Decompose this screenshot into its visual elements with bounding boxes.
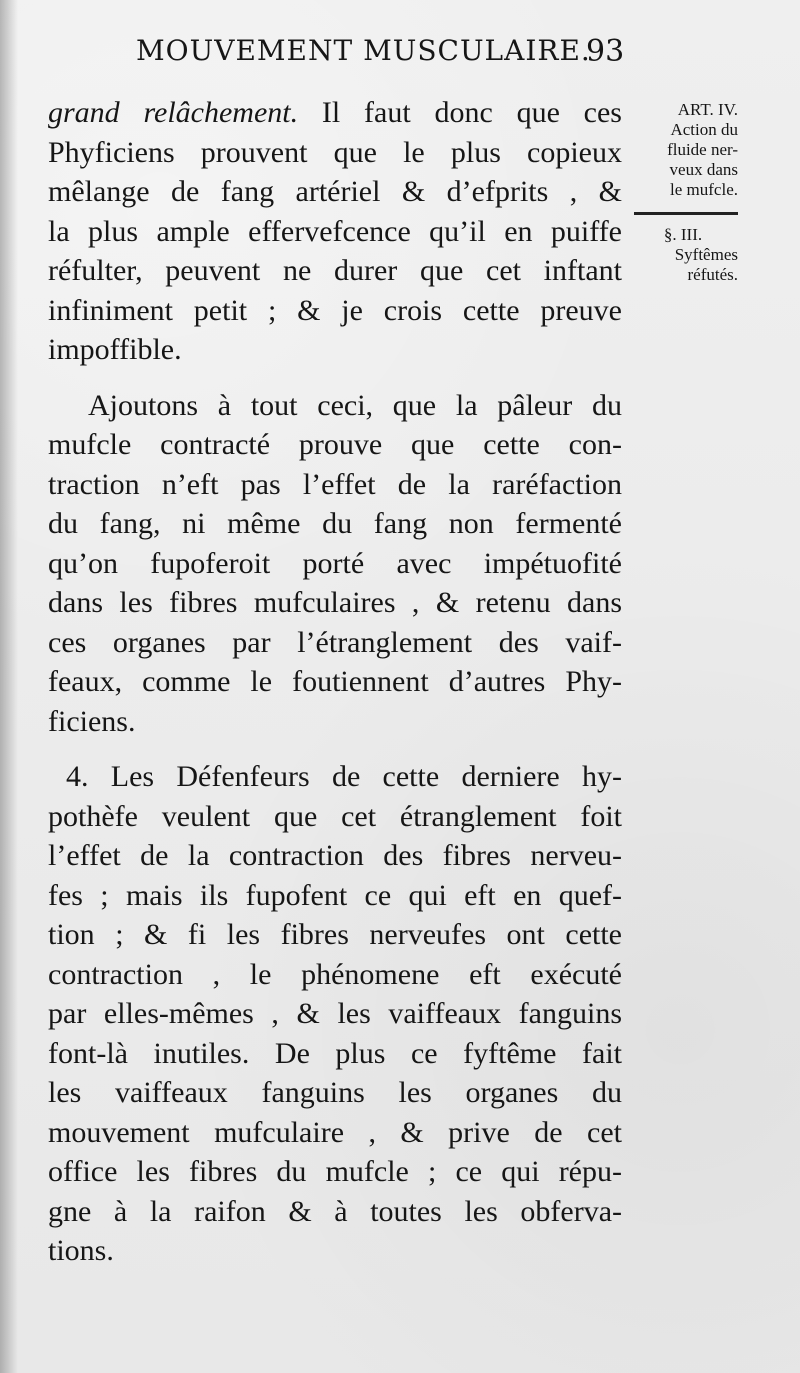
margin-section-line: Syftêmes	[674, 245, 738, 264]
text-line: tion ; & fi les fibres nerveufes ont cette	[48, 918, 622, 951]
text-line: contraction , le phénomene eft exécuté	[48, 957, 622, 991]
text-line: ces organes par l’étranglement des vaif-	[48, 625, 622, 659]
paragraph-2	[48, 386, 622, 742]
text-line: tions.	[48, 1234, 114, 1267]
text-line: office les fibres du mufcle ; ce qui répu-	[48, 1155, 622, 1188]
margin-topic-line: Action du	[670, 120, 738, 139]
text-line: mouvement mufculaire , & prive de cet	[48, 1115, 622, 1149]
text-line: l’effet de la contraction des fibres nerveu-	[48, 839, 622, 872]
text-line: 4. Les Défenfeurs de cette derniere hy-	[66, 760, 622, 793]
main-text-block	[48, 93, 622, 1271]
margin-topic-line: fluide ner-	[667, 140, 738, 159]
paragraph-1	[48, 93, 622, 370]
text-line: du fang, ni même du fang non fermenté	[48, 507, 622, 540]
text-line: grand relâchement. Il faut donc que ces	[48, 96, 622, 129]
text-line: qu’on fupoferoit porté avec impétuofité	[48, 546, 622, 580]
margin-section: §. III.	[663, 225, 703, 244]
margin-article: ART. IV.	[677, 100, 738, 119]
text-line: réfulter, peuvent ne durer que cet inftant	[48, 254, 622, 287]
paragraph-3	[48, 757, 622, 1271]
italic-phrase: grand relâchement.	[48, 96, 299, 129]
running-header-title: MOUVEMENT MUSCULAIRE.	[136, 34, 591, 67]
marginal-notes	[628, 100, 738, 285]
text-line: dans les fibres mufculaires , & retenu dans	[48, 586, 622, 619]
text-line: Phyficiens prouvent que le plus copieux	[48, 135, 622, 169]
margin-topic-line: veux dans	[669, 160, 738, 179]
text-line: infiniment petit ; & je crois cette preuve	[48, 293, 622, 327]
text-line: mêlange de fang artériel & d’efprits , &	[48, 175, 622, 208]
text-line: les vaiffeaux fanguins les organes du	[48, 1076, 622, 1109]
text-line: font-là inutiles. De plus ce fyftême fait	[48, 1036, 622, 1070]
page-edge-shadow	[0, 0, 18, 1373]
text-line: traction n’eft pas l’effet de la raréfaction	[48, 467, 622, 501]
text-line: par elles-mêmes , & les vaiffeaux fanguins	[48, 997, 622, 1030]
margin-topic-line: le mufcle.	[670, 180, 738, 199]
page-number: 93	[586, 34, 625, 69]
text-line: feaux, comme le foutiennent d’autres Phy-	[48, 665, 622, 698]
text-line: la plus ample effervefcence qu’il en puiffe	[48, 214, 622, 248]
paragraph-gap	[48, 370, 622, 386]
text-line: fes ; mais ils fupofent ce qui eft en quef-	[48, 878, 622, 912]
text-line: ficiens.	[48, 704, 136, 738]
text-line: gne à la raifon & à toutes les obferva-	[48, 1194, 622, 1228]
paragraph-gap	[48, 741, 622, 757]
margin-section-line: réfutés.	[687, 265, 738, 284]
text-line: impoffible.	[48, 333, 182, 366]
text-line: mufcle contracté prouve que cette con-	[48, 428, 622, 461]
margin-divider	[634, 212, 738, 215]
text-line: pothèfe veulent que cet étranglement foit	[48, 799, 622, 833]
text-line: Ajoutons à tout ceci, que la pâleur du	[88, 388, 622, 422]
